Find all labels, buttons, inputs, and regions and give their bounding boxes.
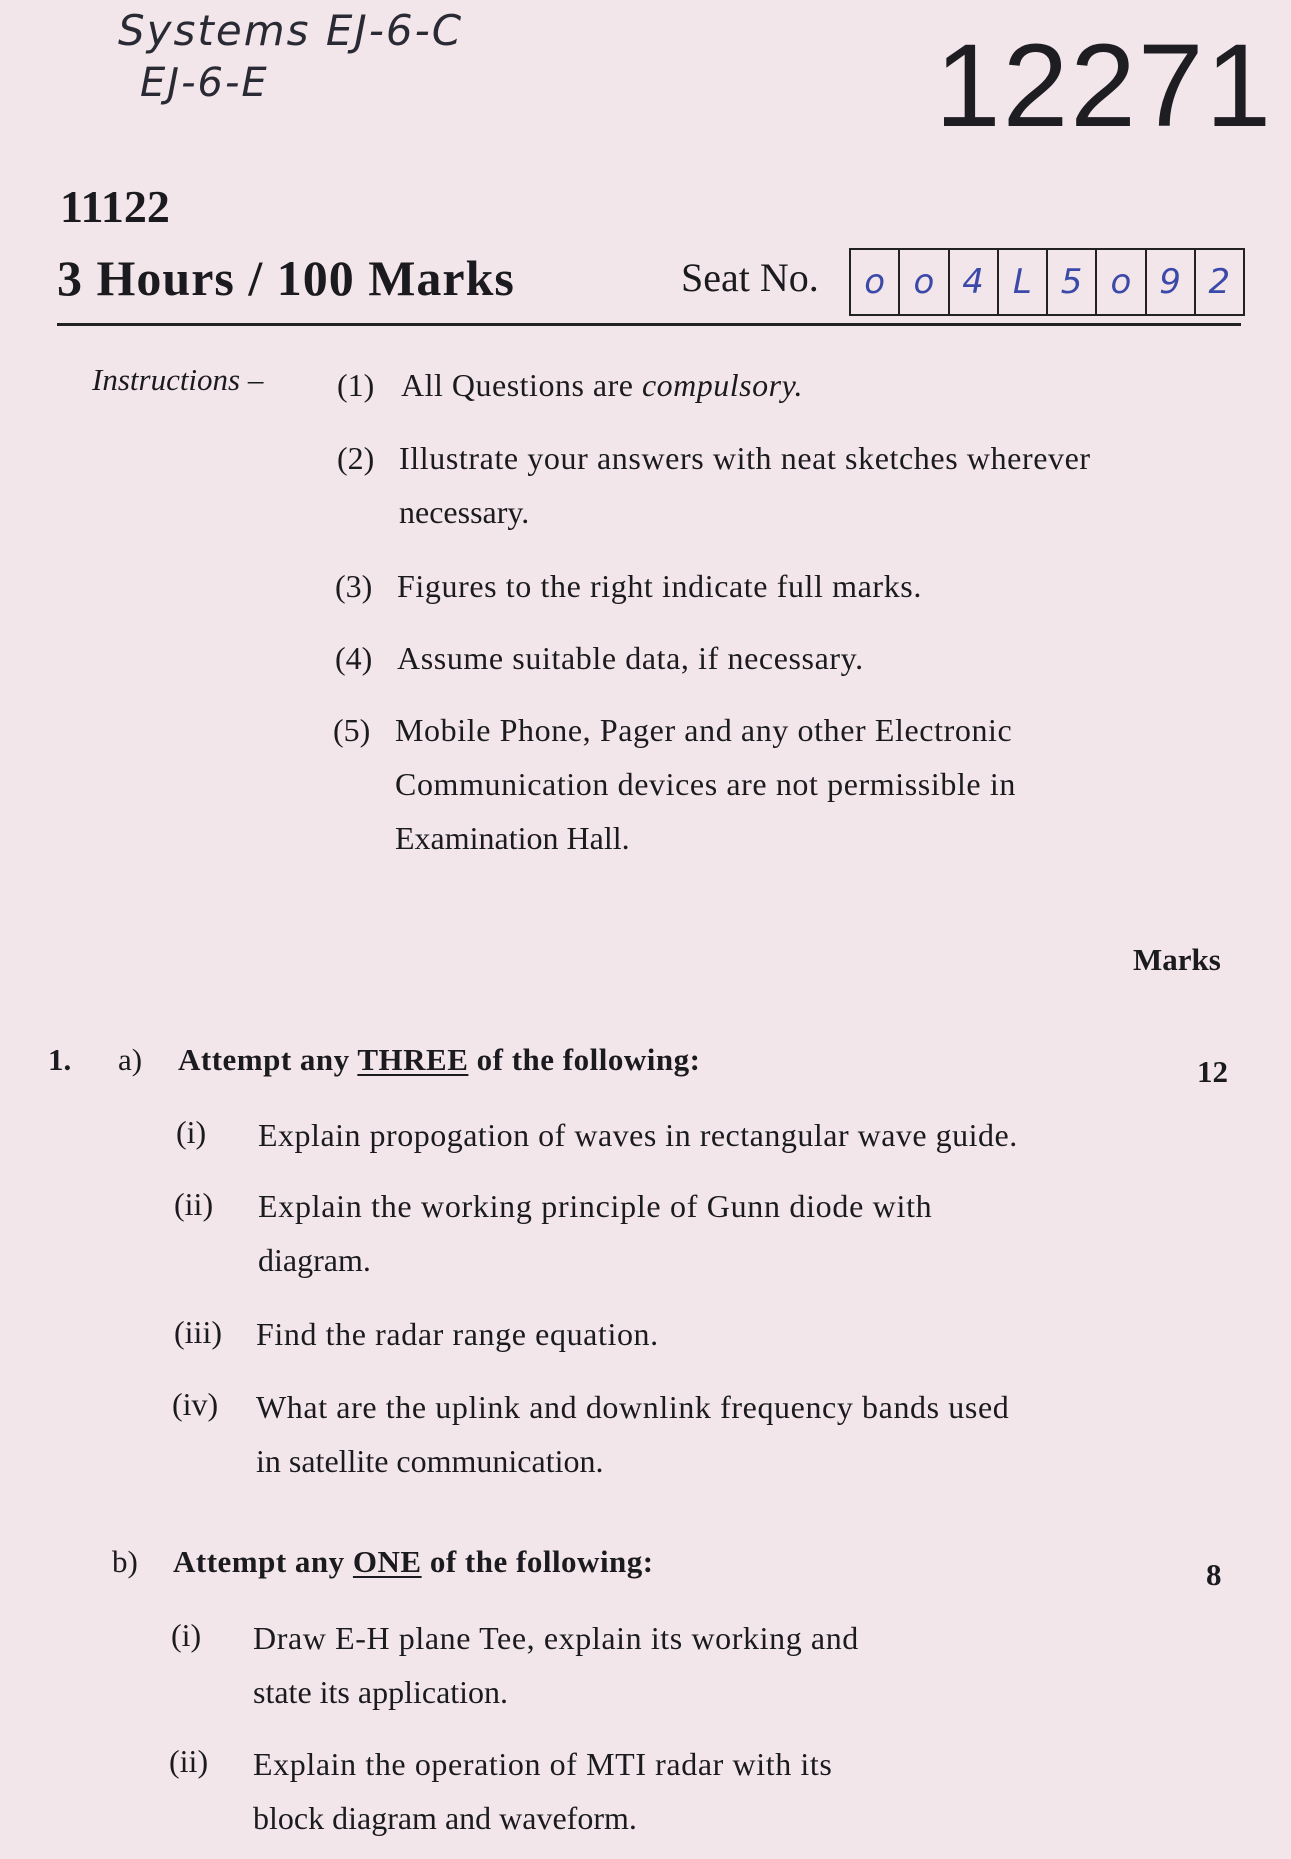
part-a-marks: 12	[1197, 1054, 1228, 1089]
part-b-label: b)	[112, 1544, 138, 1579]
subquestion-num: (ii)	[174, 1186, 214, 1222]
subquestion-text: Explain the operation of MTI radar with its	[253, 1746, 833, 1782]
subquestion-text: Draw E-H plane Tee, explain its working and	[253, 1620, 859, 1656]
subquestion-num: (ii)	[169, 1743, 209, 1779]
seat-digit: o	[1097, 250, 1146, 314]
subquestion-text: What are the uplink and downlink frequency bands used	[256, 1389, 1010, 1425]
seat-digit: 5	[1048, 250, 1097, 314]
instruction-3: Figures to the right indicate full marks.	[397, 568, 922, 604]
part-a-heading: Attempt any THREE of the following:	[178, 1042, 701, 1077]
subquestion-num: (iv)	[172, 1386, 219, 1422]
instruction-2-cont: necessary.	[399, 494, 530, 530]
subquestion-text-cont: in satellite communication.	[256, 1443, 604, 1479]
seat-digit: o	[851, 250, 900, 314]
seat-digit: 9	[1147, 250, 1196, 314]
header-rule	[57, 323, 1241, 326]
instruction-5-cont: Examination Hall.	[395, 820, 630, 856]
instruction-5: Mobile Phone, Pager and any other Electronic	[395, 712, 1013, 748]
handwritten-note-1: Systems EJ-6-C	[118, 6, 464, 55]
instruction-5-cont: Communication devices are not permissible in	[395, 766, 1016, 802]
handwritten-note-2: EJ-6-E	[140, 60, 269, 106]
instruction-1: All Questions are compulsory.	[401, 367, 803, 403]
instruction-num: (4)	[335, 640, 373, 676]
seat-label: Seat No.	[681, 255, 819, 300]
instructions-label: Instructions –	[92, 362, 264, 397]
instruction-4: Assume suitable data, if necessary.	[397, 640, 864, 676]
subject-code: 11122	[60, 181, 170, 232]
instruction-2: Illustrate your answers with neat sketches wherever	[399, 440, 1091, 476]
seat-number-box	[849, 248, 1245, 316]
instruction-num: (3)	[335, 568, 373, 604]
subquestion-text: Explain the working principle of Gunn diode with	[258, 1188, 933, 1224]
paper-code: 12271	[935, 20, 1274, 152]
marks-header: Marks	[1133, 942, 1221, 977]
seat-digit: L	[999, 250, 1048, 314]
duration-marks: 3 Hours / 100 Marks	[57, 250, 515, 306]
part-b-marks: 8	[1206, 1557, 1222, 1592]
instruction-num: (5)	[333, 712, 371, 748]
subquestion-num: (i)	[176, 1114, 207, 1150]
part-b-heading: Attempt any ONE of the following:	[173, 1544, 654, 1579]
part-a-label: a)	[118, 1042, 143, 1077]
subquestion-num: (iii)	[174, 1314, 222, 1350]
subquestion-text-cont: block diagram and waveform.	[253, 1800, 637, 1836]
seat-digit: o	[900, 250, 949, 314]
instruction-num: (2)	[337, 440, 375, 476]
instruction-num: (1)	[337, 367, 375, 403]
subquestion-num: (i)	[171, 1617, 202, 1653]
subquestion-text-cont: diagram.	[258, 1242, 371, 1278]
question-number: 1.	[48, 1042, 72, 1077]
seat-digit: 4	[950, 250, 999, 314]
subquestion-text-cont: state its application.	[253, 1674, 509, 1710]
seat-digit: 2	[1208, 262, 1231, 302]
subquestion-text: Find the radar range equation.	[256, 1316, 659, 1352]
subquestion-text: Explain propogation of waves in rectangular wave guide.	[258, 1117, 1018, 1153]
